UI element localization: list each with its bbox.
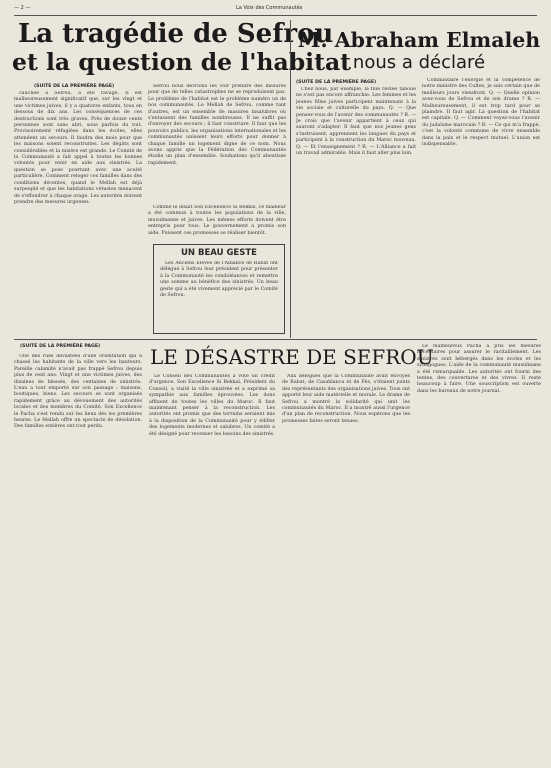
column-divider bbox=[290, 20, 291, 338]
habitat-headline-line2: et la question de l'habitat bbox=[12, 48, 352, 76]
page-number: — 2 — bbox=[14, 5, 31, 11]
newspaper-name: La Voix des Communautés bbox=[236, 5, 303, 11]
desastre-column-4: Le malheureux Pacha a pris les mesures nécessaires pour assurer le ravitaillement. Les sinistrés sont hébergés dans les écoles et les synagogues. L'aide de la communauté musulmane a été remarquable. Les autorités ont fourni des tentes, des couvertures et des vivres. Il reste beaucoup à faire. Une souscription est ouverte dans les bureaux de notre journal. bbox=[417, 344, 541, 394]
desastre-column-1: Une des rues dévastées d'une orientation qui a chassé les habitants de la ville vers les hauteurs. Pareille calamité n'avait pas frappé Sefrou depuis plus de cent ans. Vingt et une victimes juives, des dizaines de blessés, des centaines de sinistrés. L'eau a tout emporté sur son passage : maisons, boutiques, biens. Les secours se sont organisés rapidement grâce au dévouement des autorités locales et des membres du Comité. Son Excellence le Pacha s'est rendu sur les lieux dès les premières heures. Le Mellah offre un spectacle de désolation. Des familles entières ont tout perdu. bbox=[14, 354, 142, 430]
desastre-column-3: Aux délégués que la Communauté avait envoyés de Rabat, de Casablanca et de Fès, s'étaient joints des représentants des organisations juives. Tous ont apporté leur aide matérielle et morale. Le drame de Sefrou a montré la solidarité qui unit les communautés du Maroc. Il a montré aussi l'urgence d'un plan de reconstruction. Nous espérons que les promesses faites seront tenues. bbox=[282, 374, 410, 424]
beau-geste-text: Les Anciens Élèves de l'Alliance de Rabat ont délégué à Sefrou leur président pour présenter à la Communauté les condoléances et remettre une somme au bénéfice des sinistrés. Un beau geste qui a été vivement apprécié par le Comité de Sefrou. bbox=[160, 261, 278, 299]
elmaleh-column-2: Commissaire l'énergie et la compétence de notre ministre des Cultes, je suis certain que de meilleurs jours viendront. Q. — Quelle opinion avez-vous de Sefrou et de son drame ? R. — Malheureusement, il est trop tard pour se plaindre. Il faut agir. La question de l'habitat est capitale. Q. — Comment voyez-vous l'avenir du judaïsme marocain ? R. — Ce qui m'a frappé, c'est la volonté commune de vivre ensemble dans la paix et le respect mutuel. L'union est indispensable. bbox=[422, 78, 540, 148]
habitat-headline-line1: La tragédie de Sefrou bbox=[18, 19, 334, 49]
running-header bbox=[14, 5, 537, 14]
header-rule bbox=[14, 15, 537, 16]
desastre-column-2: Le Conseil des Communautés a voté un crédit d'urgence. Son Excellence Si Bekkaï, Président du Conseil, a visité la ville sinistrée et a exprimé sa sympathie aux familles éprouvées. Les dons affluent de toutes les villes du Maroc. Il faut maintenant penser à la reconstruction. Les autorités ont promis que des terrains seraient mis à la disposition de la Communauté pour y édifier des logements modernes et salubres. Un comité a été désigné pour recenser les besoins des sinistrés. bbox=[149, 374, 275, 437]
elmaleh-subhead: (SUITE DE LA PREMIÈRE PAGE) bbox=[296, 80, 377, 85]
habitat-column-3: Comme le disait Son Excellence Si Bekkaï, ce malheur a été commun à toutes les populations de la ville, musulmanes et juives. Les mêmes efforts doivent être entrepris pour tous. Le gouvernement a promis son aide. Puissent ces promesses se réaliser bientôt. bbox=[148, 205, 286, 239]
section-rule bbox=[14, 339, 537, 340]
habitat-column-2: Sefrou nous devrions les voir prendre des mesures pour que de telles catastrophes ne se reproduisent pas. Le problème de l'habitat est le problème numéro un de nos communautés. Le Mellah de Sefrou, comme tant d'autres, est un ensemble de masures insalubres où s'entassent des familles nombreuses. Il ne suffit pas d'envoyer des secours ; il faut construire. Il faut que les pouvoirs publics, les organisations internationales et les communautés unissent leurs efforts pour donner à chaque famille un logement digne de ce nom. Nous avons appris que la Fédération des Communautés étudie un plan d'ensemble. Souhaitons qu'il aboutisse rapidement. bbox=[148, 84, 286, 166]
desastre-subhead: (SUITE DE LA PREMIÈRE PAGE) bbox=[20, 344, 101, 349]
elmaleh-subheadline: nous a déclaré bbox=[352, 52, 486, 73]
beau-geste-title: UN BEAU GESTE bbox=[181, 248, 257, 258]
elmaleh-column-1: Chez nous, par exemple, la fille restée taboue ne s'est pas encore affranchie. Les femmes et les jeunes filles juives participent maintenant à la vie sociale et culturelle du pays. Q. — Que pensez-vous de l'avenir des communautés ? R. — Je crois que l'avenir appartient à ceux qui sauront s'adapter. Il faut que nos jeunes gens s'instruisent, apprennent les langues du pays et participent à la construction du Maroc nouveau. Q. — Et l'enseignement ? R. — L'Alliance a fait un travail admirable. Mais il faut aller plus loin. bbox=[296, 87, 416, 157]
habitat-subhead: (SUITE DE LA PREMIÈRE PAGE) bbox=[34, 84, 115, 89]
beau-geste-box bbox=[153, 244, 285, 334]
habitat-column-1: cauchée à Sefrou, a été ravagé. Il est malheureusement significatif que, sur les vingt et une victimes juives, il y a quatorze enfants, tous en dessous de dix ans. Les conséquences de ces destructions sont très graves. Près de douze cents personnes sont sans abri, sous parfois du toit. Provisoirement réfugiées dans les écoles, elles attendent un secours. Il faudra des mois pour que les maisons soient reconstruites. Les dégâts sont considérables et la misère est grande. Le Comité de la Communauté a fait appel à toutes les bonnes volontés pour venir en aide aux sinistrés. La question se pose pourtant avec une acuité particulière. Comment reloger ces familles dans des conditions décentes, quand le Mellah est déjà surpeuplé et que les habitations vétustes menacent de s'effondrer à chaque orage. Les autorités doivent prendre des mesures urgentes. bbox=[14, 91, 142, 205]
elmaleh-headline: M. Abraham Elmaleh bbox=[297, 28, 541, 52]
desastre-headline: LE DÉSASTRE DE SEFROU bbox=[150, 345, 434, 369]
